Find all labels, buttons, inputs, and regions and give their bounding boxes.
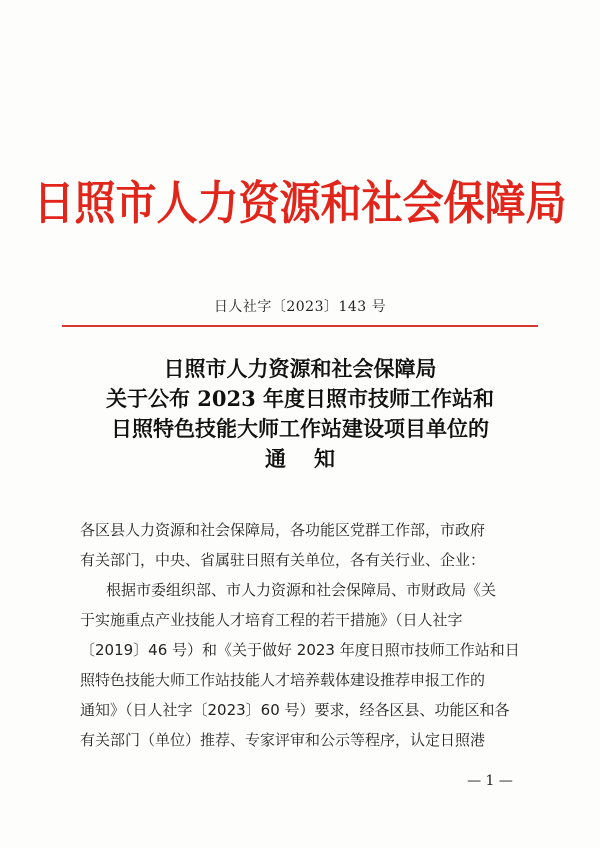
body-line-5: 〔2019〕46 号）和《关于做好 2023 年度日照市技师工作站和日 <box>80 641 520 659</box>
body-line-8: 有关部门（单位）推荐、专家评审和公示等程序，认定日照港 <box>80 731 486 749</box>
body-line-4: 于实施重点产业技能人才培育工程的若干措施》（日人社字 <box>80 611 463 629</box>
red-divider-line <box>62 325 538 327</box>
body-line-2: 有关部门，中央、省属驻日照有关单位，各有关行业、企业： <box>80 551 486 569</box>
page-number-wrapper <box>0 773 600 789</box>
notice-body <box>80 515 524 755</box>
body-line-7: 通知》（日人社字〔2023〕60 号）要求，经各区县、功能区和各 <box>80 701 510 719</box>
notice-title-line-1: 日照市人力资源和社会保障局 <box>163 356 437 381</box>
notice-title-line-3: 日照特色技能大师工作站建设项目单位的 <box>111 416 489 441</box>
page-number: — 1 — <box>467 773 513 789</box>
body-line-3: 根据市委组织部、市人力资源和社会保障局、市财政局《关 <box>106 581 497 599</box>
notice-title <box>0 354 600 474</box>
notice-title-line-4: 通知 <box>265 446 363 471</box>
body-line-6: 照特色技能大师工作站技能人才培养载体建设推荐申报工作的 <box>80 671 486 689</box>
body-line-1: 各区县人力资源和社会保障局，各功能区党群工作部，市政府 <box>80 521 486 539</box>
document-number: 日人社字〔2023〕143 号 <box>213 299 387 315</box>
agency-header-title: 日照市人力资源和社会保障局 <box>33 176 567 231</box>
notice-title-line-2: 关于公布 2023 年度日照市技师工作站和 <box>105 386 495 411</box>
